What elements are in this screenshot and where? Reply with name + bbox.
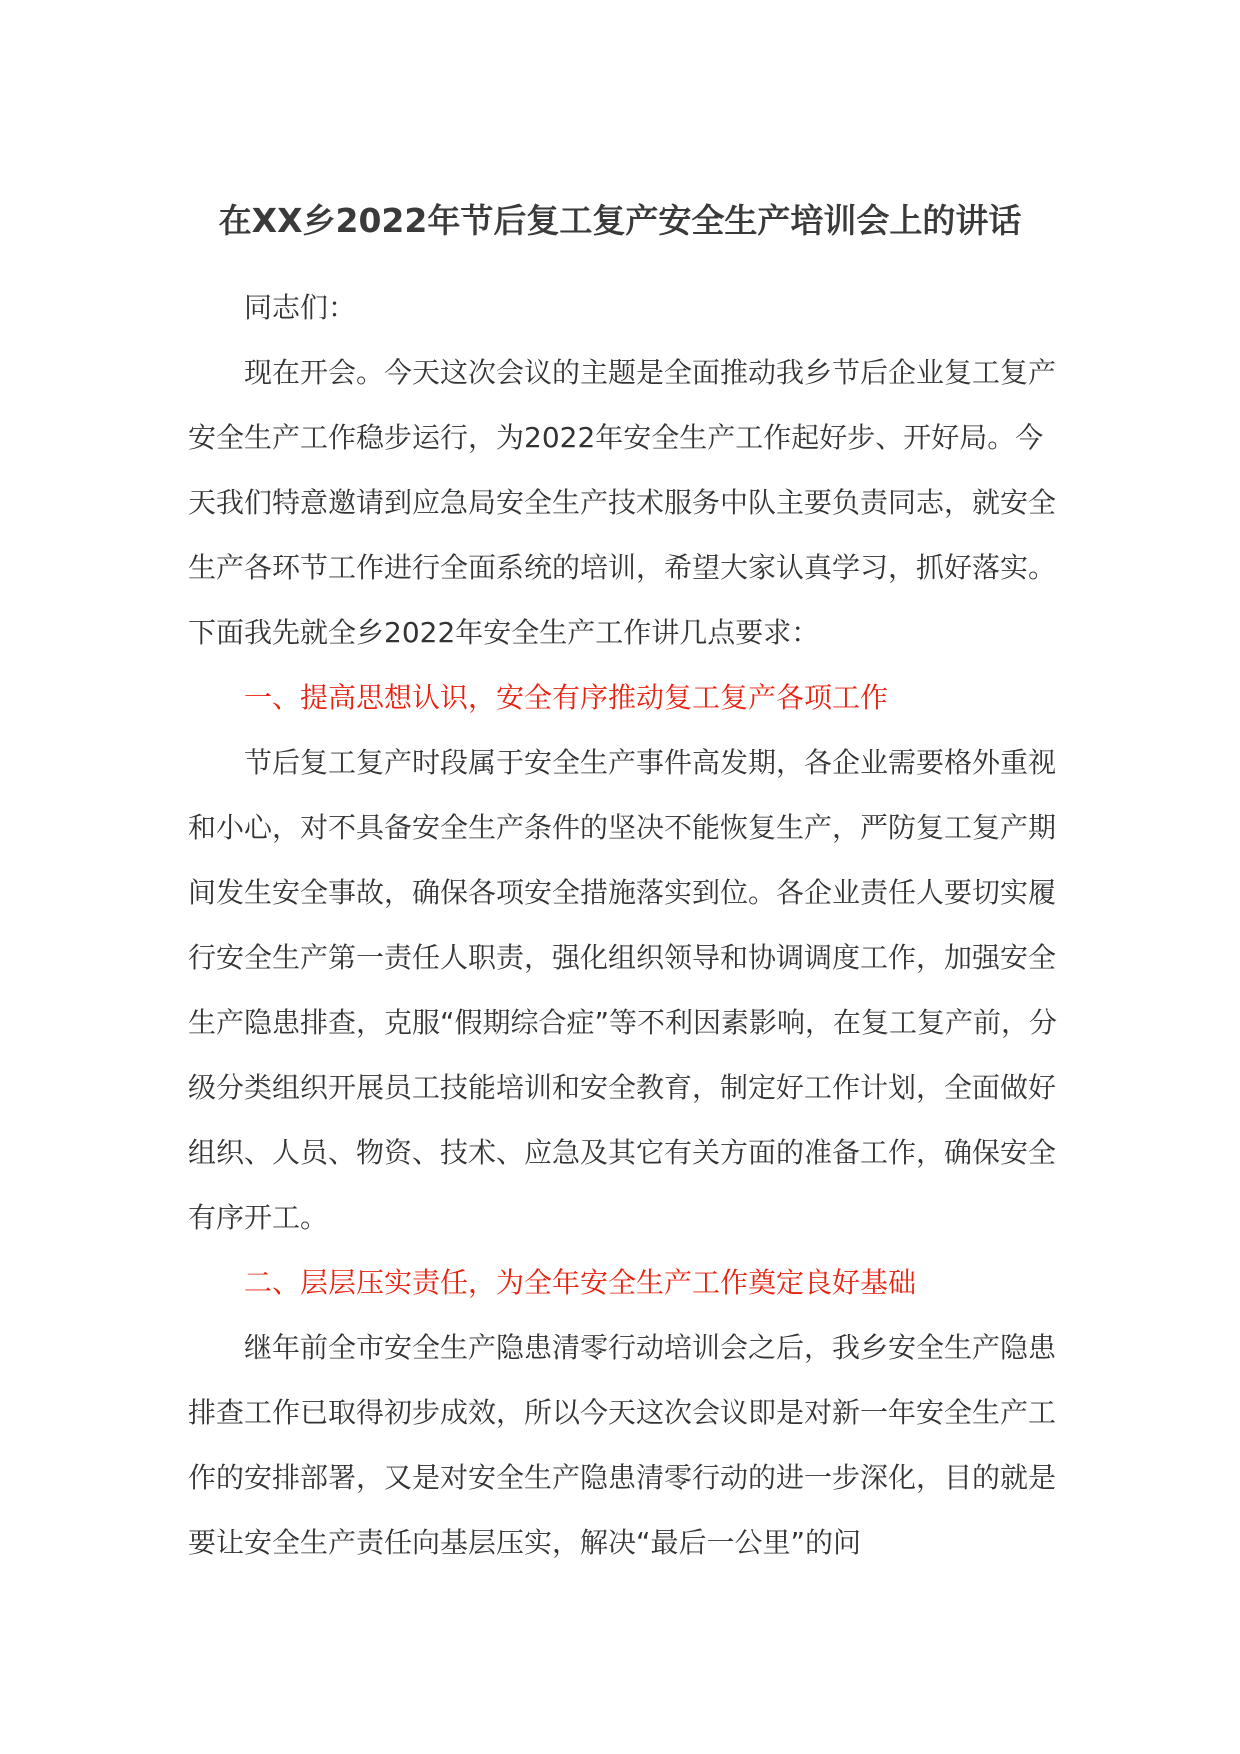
section-heading-1: 一、提高思想认识，安全有序推动复工复产各项工作 [244, 681, 889, 714]
document-body [188, 275, 1064, 1575]
section-1-paragraph: 节后复工复产时段属于安全生产事件高发期，各企业需要格外重视和小心，对不具备安全生产条件的坚决不能恢复生产，严防复工复产期间发生安全事故，确保各项安全措施落实到位。各企业责任人要切实履行安全生产第一责任人职责，强化组织领导和协调调度工作，加强安全生产隐患排查，克服“假期综合症”等不利因素影响，在复工复产前，分级分类组织开展员工技能培训和安全教育，制定好工作计划，全面做好组织、人员、物资、技术、应急及其它有关方面的准备工作，确保安全有序开工。 [188, 746, 1058, 1234]
section-2-paragraph: 继年前全市安全生产隐患清零行动培训会之后，我乡安全生产隐患排查工作已取得初步成效，所以今天这次会议即是对新一年安全生产工作的安排部署，又是对安全生产隐患清零行动的进一步深化，目的就是要让安全生产责任向基层压实，解决“最后一公里”的问 [188, 1331, 1057, 1559]
opening-paragraph: 现在开会。今天这次会议的主题是全面推动我乡节后企业复工复产安全生产工作稳步运行，为2022年安全生产工作起好步、开好局。今天我们特意邀请到应急局安全生产技术服务中队主要负责同志，就安全生产各环节工作进行全面系统的培训，希望大家认真学习，抓好落实。下面我先就全乡2022年安全生产工作讲几点要求： [188, 356, 1057, 649]
document-title: 在XX乡2022年节后复工复产安全生产培训会上的讲话 [218, 201, 1022, 240]
section-heading-2: 二、层层压实责任，为全年安全生产工作奠定良好基础 [244, 1266, 917, 1299]
salutation: 同志们： [244, 291, 357, 324]
